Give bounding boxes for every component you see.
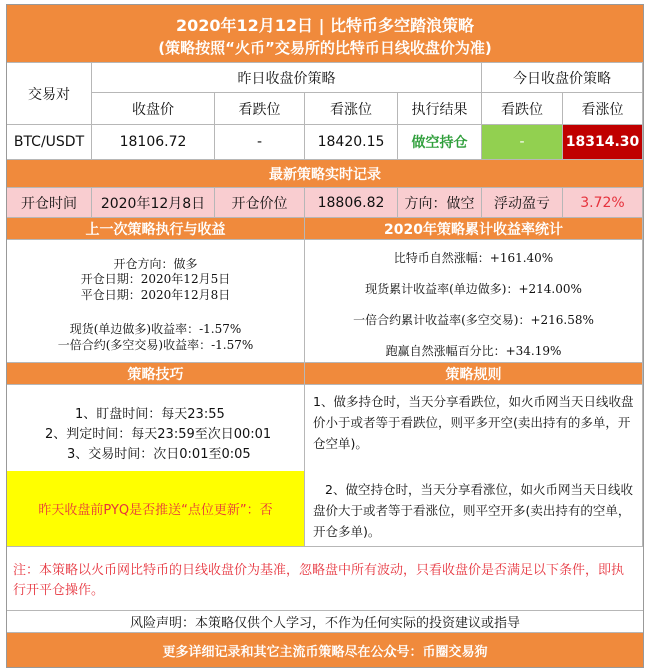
stats-contract: 一倍合约累计收益率(多空交易)：+216.58%: [353, 313, 594, 327]
pair-header: 交易对: [7, 63, 92, 125]
open-price-value: 18806.82: [305, 188, 398, 218]
col-support-header: 看跌位: [215, 93, 305, 125]
tips-panel: [7, 385, 305, 547]
note-text: 注：本策略以火币网比特币的日线收盘价为基准，忽略盘中所有波动，只看收盘价是否满足以下条件，即执行开平仓操作。: [13, 563, 625, 598]
disclaimer-row: [7, 611, 643, 633]
stats-outperform: 跑赢自然涨幅百分比：+34.19%: [385, 344, 562, 358]
direction-cell: 方向：做空: [398, 188, 482, 218]
footer: [7, 633, 643, 667]
last-open-date: 开仓日期：2020年12月5日: [80, 272, 231, 286]
last-close-date: 平仓日期：2020年12月8日: [80, 288, 231, 302]
yesterday-group-header: 昨日收盘价策略: [92, 63, 482, 93]
today-group-header: 今日收盘价策略: [482, 63, 643, 93]
col-close-header: 收盘价: [92, 93, 215, 125]
col-result-header: 执行结果: [398, 93, 482, 125]
rule-2: 2、做空持仓时，当天分享看涨位，如火币网当天日线收盘价大于或者等于看涨位，则平空开多(卖出持有的空单，开仓多单)。: [313, 482, 633, 539]
pyq-status-text: 昨天收盘前PYQ是否推送“点位更新”：否: [38, 503, 273, 518]
resistance-cell: 18420.15: [305, 125, 398, 160]
stats-spot: 现货累计收益率(单边做多)：+214.00%: [365, 282, 582, 296]
open-time-label: 开仓时间: [7, 188, 92, 218]
realtime-row: [7, 188, 643, 218]
realtime-title: [7, 160, 643, 188]
page-title: 2020年12月12日 | 比特币多空踏浪策略: [175, 16, 475, 35]
section-titles-2: [7, 363, 643, 385]
rule-1: 1、做多持仓时，当天分享看跌位，如火币网当天日线收盘价小于或者等于看跌位，则平多开空(卖出持有的多单，开仓空单)。: [313, 394, 634, 451]
header: [7, 5, 643, 63]
tips-title: 策略技巧: [7, 363, 305, 385]
pair-cell: BTC/USDT: [7, 125, 92, 160]
float-value: 3.72%: [563, 188, 643, 218]
tips-line-2: 2、判定时间：每天23:59至次日00:01: [45, 427, 272, 442]
result-cell: 做空持仓: [398, 125, 482, 160]
stats-natural: 比特币自然涨幅：+161.40%: [393, 251, 554, 265]
tips-line-3: 3、交易时间：次日0:01至0:05: [67, 447, 251, 462]
rules-title: 策略规则: [305, 363, 643, 385]
today-support-cell: -: [482, 125, 563, 160]
today-resistance-cell: 18314.30: [563, 125, 643, 160]
support-cell: -: [215, 125, 305, 160]
strategy-sheet: [6, 4, 644, 668]
col-today-support-header: 看跌位: [482, 93, 563, 125]
footer-text: 更多详细记录和其它主流币策略尽在公众号：币圈交易狗: [162, 644, 488, 660]
last-spot-return: 现货(单边做多)收益率：-1.57%: [69, 322, 242, 336]
open-time-value: 2020年12月8日: [92, 188, 215, 218]
table-header: [7, 63, 643, 125]
tips-line-1: 1、盯盘时间：每天23:55: [75, 407, 225, 422]
last-contract-return: 一倍合约(多空交易)收益率：-1.57%: [57, 338, 254, 352]
col-resistance-header: 看涨位: [305, 93, 398, 125]
stats-title: 2020年策略累计收益率统计: [305, 218, 643, 240]
disclaimer-text: 风险声明：本策略仅供个人学习，不作为任何实际的投资建议或指导: [129, 616, 520, 631]
pyq-status: [7, 471, 304, 546]
table-row: [7, 125, 643, 160]
open-price-label: 开仓价位: [215, 188, 305, 218]
section-titles-1: [7, 218, 643, 240]
col-today-resistance-header: 看涨位: [563, 93, 643, 125]
note-row: [7, 547, 643, 611]
last-direction: 开仓方向：做多: [113, 257, 198, 271]
stats-panel: [305, 240, 643, 363]
page-subtitle: (策略按照“火币”交易所的比特币日线收盘价为准): [158, 39, 492, 57]
realtime-title-text: 最新策略实时记录: [269, 166, 381, 183]
last-result-panel: [7, 240, 305, 363]
float-label: 浮动盈亏: [482, 188, 563, 218]
rules-panel: [305, 385, 643, 547]
last-result-title: 上一次策略执行与收益: [7, 218, 305, 240]
close-cell: 18106.72: [92, 125, 215, 160]
